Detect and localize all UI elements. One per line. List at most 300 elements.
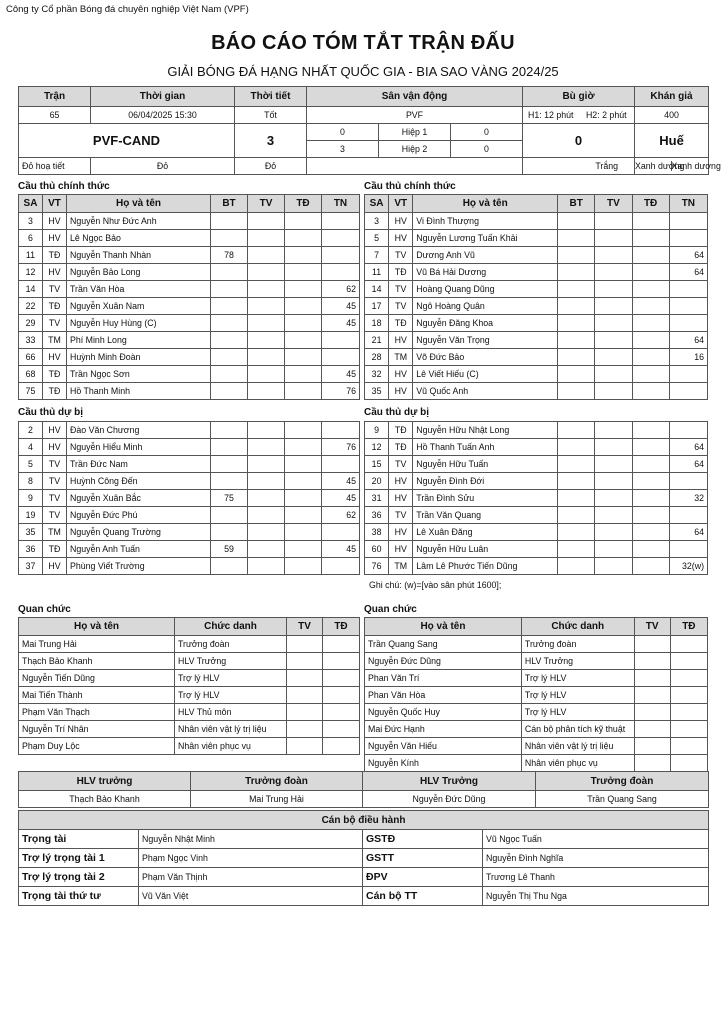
yellow-card	[287, 704, 323, 721]
person-name: Nguyễn Đình Nghĩa	[483, 849, 709, 868]
table-row	[365, 670, 708, 687]
yellow-card	[248, 422, 285, 439]
official-role: Trợ lý HLV	[521, 704, 634, 721]
goals	[558, 298, 595, 315]
goals	[558, 247, 595, 264]
shirt-number: 60	[365, 541, 389, 558]
red-card	[285, 315, 322, 332]
shirt-number: 31	[365, 490, 389, 507]
red-card	[632, 349, 669, 366]
role-label: Trợ lý trọng tài 2	[19, 868, 139, 887]
yellow-card	[248, 366, 285, 383]
table-row	[19, 383, 360, 400]
goals	[211, 213, 248, 230]
match-time: 06/04/2025 15:30	[91, 107, 235, 124]
column-header-tv: TV	[287, 618, 323, 636]
position: TĐ	[389, 422, 413, 439]
yellow-card	[248, 490, 285, 507]
red-card	[285, 490, 322, 507]
position: TV	[43, 315, 67, 332]
yellow-card	[595, 541, 632, 558]
yellow-card	[595, 558, 632, 575]
official-role: Nhân viên phục vụ	[521, 755, 634, 772]
shirt-number: 15	[365, 456, 389, 473]
leader-value-3: Nguyễn Đức Dũng	[363, 791, 536, 808]
table-row	[365, 721, 708, 738]
goals	[558, 439, 595, 456]
leader-value-1: Thạch Bảo Khanh	[19, 791, 191, 808]
table-row	[365, 366, 708, 383]
yellow-card	[595, 213, 632, 230]
red-card	[323, 687, 360, 704]
red-card	[632, 383, 669, 400]
yellow-card	[248, 558, 285, 575]
management-title: Cán bộ điều hành	[19, 811, 709, 830]
red-card	[670, 738, 707, 755]
goals	[558, 541, 595, 558]
table-row	[365, 541, 708, 558]
substitution: 62	[322, 281, 360, 298]
table-row	[19, 422, 360, 439]
position: TĐ	[43, 247, 67, 264]
player-name: Lâm Lê Phước Tiến Dũng	[413, 558, 558, 575]
table-row	[19, 332, 360, 349]
table-row	[19, 670, 360, 687]
red-card	[323, 704, 360, 721]
home-officials-label: Quan chức	[18, 604, 71, 615]
table-row	[365, 264, 708, 281]
substitution	[669, 473, 707, 490]
column-header-role: Chức danh	[521, 618, 634, 636]
goals	[558, 281, 595, 298]
player-name: Lê Ngọc Bảo	[67, 230, 211, 247]
red-card	[632, 281, 669, 298]
substitution	[322, 349, 360, 366]
official-name: Mai Đức Hạnh	[365, 721, 522, 738]
official-name: Nguyễn Văn Hiếu	[365, 738, 522, 755]
table-row	[365, 755, 708, 772]
shirt-number: 8	[19, 473, 43, 490]
page-subtitle: GIẢI BÓNG ĐÁ HẠNG NHẤT QUỐC GIA - BIA SAO VÀNG 2024/25	[167, 64, 559, 79]
leader-header-4: Trưởng đoàn	[536, 772, 709, 791]
red-card	[670, 755, 707, 772]
position: TV	[43, 490, 67, 507]
red-card	[285, 213, 322, 230]
substitution	[322, 230, 360, 247]
player-name: Lê Viết Hiếu (C)	[413, 366, 558, 383]
table-row	[19, 264, 360, 281]
goals	[558, 349, 595, 366]
shirt-number: 12	[19, 264, 43, 281]
substitution: 45	[322, 315, 360, 332]
leader-value-4: Trần Quang Sang	[536, 791, 709, 808]
table-row	[19, 721, 360, 738]
shirt-number: 37	[19, 558, 43, 575]
away-team-name: Huế	[635, 124, 709, 158]
player-name: Nguyễn Huy Hùng (C)	[67, 315, 211, 332]
yellow-card	[595, 247, 632, 264]
player-name: Dương Anh Vũ	[413, 247, 558, 264]
player-name: Trần Văn Hòa	[67, 281, 211, 298]
shirt-number: 66	[19, 349, 43, 366]
substitution: 32(w)	[669, 558, 707, 575]
person-name: Trương Lê Thanh	[483, 868, 709, 887]
red-card	[285, 247, 322, 264]
position: HV	[389, 213, 413, 230]
table-row	[365, 422, 708, 439]
red-card	[632, 541, 669, 558]
player-name: Võ Đức Bảo	[413, 349, 558, 366]
away-kit-1: Trắng	[523, 158, 635, 175]
shirt-number: 21	[365, 332, 389, 349]
position: HV	[389, 524, 413, 541]
table-row	[19, 473, 360, 490]
goals: 59	[211, 541, 248, 558]
red-card	[632, 332, 669, 349]
goals	[211, 473, 248, 490]
red-card	[323, 636, 360, 653]
table-row	[365, 349, 708, 366]
substitution	[322, 332, 360, 349]
yellow-card	[287, 653, 323, 670]
shirt-number: 3	[19, 213, 43, 230]
home-kit-3: Đỏ	[235, 158, 307, 175]
table-row	[365, 213, 708, 230]
red-card	[632, 366, 669, 383]
official-name: Mai Tiến Thành	[19, 687, 175, 704]
goals	[558, 473, 595, 490]
substitution	[669, 383, 707, 400]
person-name: Vũ Văn Việt	[139, 887, 363, 906]
yellow-card	[248, 264, 285, 281]
goals	[211, 524, 248, 541]
goals	[558, 213, 595, 230]
column-header-name: Họ và tên	[19, 618, 175, 636]
player-name: Nguyễn Hữu Nhật Long	[413, 422, 558, 439]
table-row	[19, 868, 709, 887]
red-card	[323, 738, 360, 755]
match-number: 65	[19, 107, 91, 124]
substitution: 45	[322, 490, 360, 507]
goals	[558, 383, 595, 400]
substitution	[669, 315, 707, 332]
shirt-number: 9	[365, 422, 389, 439]
table-row	[19, 830, 709, 849]
official-name: Phạm Duy Lộc	[19, 738, 175, 755]
position: HV	[43, 439, 67, 456]
official-role: Trưởng đoàn	[521, 636, 634, 653]
player-name: Lê Xuân Đăng	[413, 524, 558, 541]
red-card	[670, 704, 707, 721]
table-row	[365, 247, 708, 264]
table-row	[365, 524, 708, 541]
match-info-table	[18, 86, 721, 175]
added-time-h1: H1: 12 phút	[528, 110, 574, 120]
goals	[211, 366, 248, 383]
column-header-role: Chức danh	[175, 618, 287, 636]
table-row	[19, 247, 360, 264]
yellow-card	[595, 349, 632, 366]
shirt-number: 38	[365, 524, 389, 541]
substitution	[669, 213, 707, 230]
shirt-number: 33	[19, 332, 43, 349]
official-name: Nguyễn Kính	[365, 755, 522, 772]
goals	[211, 349, 248, 366]
official-name: Mai Trung Hải	[19, 636, 175, 653]
role-label: Trợ lý trọng tài 1	[19, 849, 139, 868]
official-role: Nhân viên phục vụ	[175, 738, 287, 755]
yellow-card	[595, 456, 632, 473]
position: TĐ	[389, 315, 413, 332]
shirt-number: 5	[19, 456, 43, 473]
away-starters-label: Cầu thủ chính thức	[364, 181, 456, 192]
yellow-card	[248, 247, 285, 264]
table-row	[19, 507, 360, 524]
person-name: Nguyễn Nhật Minh	[139, 830, 363, 849]
player-name: Phùng Viết Trường	[67, 558, 211, 575]
yellow-card	[248, 213, 285, 230]
position: TV	[43, 507, 67, 524]
yellow-card	[248, 473, 285, 490]
player-name: Nguyễn Bảo Long	[67, 264, 211, 281]
column-header-sa: SA	[365, 195, 389, 213]
red-card	[323, 721, 360, 738]
away-officials-label: Quan chức	[364, 604, 417, 615]
note: Ghi chú: (w)=[vào sân phút 1600];	[369, 580, 502, 590]
goals	[211, 264, 248, 281]
red-card	[632, 490, 669, 507]
shirt-number: 36	[19, 541, 43, 558]
goals	[211, 422, 248, 439]
substitution	[322, 456, 360, 473]
goals	[211, 507, 248, 524]
red-card	[670, 687, 707, 704]
yellow-card	[248, 507, 285, 524]
position: HV	[389, 383, 413, 400]
substitution: 64	[669, 264, 707, 281]
away-kit-3: Xanh dương	[671, 161, 721, 171]
substitution	[322, 264, 360, 281]
red-card	[670, 721, 707, 738]
table-row	[19, 524, 360, 541]
red-card	[632, 473, 669, 490]
goals	[558, 422, 595, 439]
role-label: ĐPV	[363, 868, 483, 887]
column-header-name: Họ và tên	[67, 195, 211, 213]
player-name: Nguyễn Quang Trường	[67, 524, 211, 541]
goals	[211, 315, 248, 332]
column-header-td: TĐ	[670, 618, 707, 636]
away-subs-label: Cầu thủ dự bị	[364, 407, 430, 418]
official-name: Nguyễn Tiến Dũng	[19, 670, 175, 687]
goals: 78	[211, 247, 248, 264]
position: TV	[43, 281, 67, 298]
substitution: 76	[322, 383, 360, 400]
red-card	[632, 507, 669, 524]
yellow-card	[248, 298, 285, 315]
column-header-td: TĐ	[323, 618, 360, 636]
table-row	[365, 298, 708, 315]
red-card	[285, 473, 322, 490]
position: TĐ	[43, 383, 67, 400]
yellow-card	[248, 439, 285, 456]
player-name: Vi Đình Thượng	[413, 213, 558, 230]
table-row	[365, 230, 708, 247]
substitution	[322, 558, 360, 575]
official-name: Nguyễn Đức Dũng	[365, 653, 522, 670]
red-card	[632, 456, 669, 473]
table-row	[19, 349, 360, 366]
goals	[558, 524, 595, 541]
yellow-card	[248, 456, 285, 473]
shirt-number: 35	[19, 524, 43, 541]
table-row	[365, 558, 708, 575]
official-name: Phan Văn Trí	[365, 670, 522, 687]
shirt-number: 22	[19, 298, 43, 315]
red-card	[285, 558, 322, 575]
table-row	[19, 653, 360, 670]
shirt-number: 20	[365, 473, 389, 490]
leader-header-3: HLV Trưởng	[363, 772, 536, 791]
goals	[558, 332, 595, 349]
substitution: 45	[322, 541, 360, 558]
position: HV	[43, 264, 67, 281]
red-card	[285, 456, 322, 473]
red-card	[632, 298, 669, 315]
goals	[211, 230, 248, 247]
yellow-card	[595, 230, 632, 247]
column-header-sa: SA	[19, 195, 43, 213]
column-header-tv: TV	[595, 195, 632, 213]
table-row	[365, 507, 708, 524]
home-starters-label: Cầu thủ chính thức	[18, 181, 110, 192]
table-row	[19, 687, 360, 704]
half1-home: 0	[307, 124, 379, 141]
red-card	[285, 349, 322, 366]
official-name: Trần Quang Sang	[365, 636, 522, 653]
position: HV	[43, 349, 67, 366]
yellow-card	[248, 524, 285, 541]
shirt-number: 5	[365, 230, 389, 247]
column-header-td: TĐ	[285, 195, 322, 213]
red-card	[632, 213, 669, 230]
table-row	[19, 439, 360, 456]
position: TV	[43, 473, 67, 490]
player-name: Nguyễn Xuân Bắc	[67, 490, 211, 507]
position: TĐ	[43, 541, 67, 558]
official-role: Trợ lý HLV	[175, 687, 287, 704]
player-name: Huỳnh Minh Đoàn	[67, 349, 211, 366]
position: TM	[389, 349, 413, 366]
substitution	[669, 298, 707, 315]
official-role: HLV Trưởng	[175, 653, 287, 670]
role-label: Trọng tài thứ tư	[19, 887, 139, 906]
player-name: Đào Văn Chương	[67, 422, 211, 439]
position: TV	[389, 456, 413, 473]
away-starters-table	[364, 194, 708, 400]
home-score: 3	[235, 124, 307, 158]
goals	[558, 490, 595, 507]
company-name: Công ty Cổ phần Bóng đá chuyên nghiệp Việt Nam (VPF)	[6, 4, 249, 15]
official-name: Phan Văn Hòa	[365, 687, 522, 704]
substitution	[669, 230, 707, 247]
shirt-number: 12	[365, 439, 389, 456]
position: HV	[43, 422, 67, 439]
player-name: Nguyễn Anh Tuấn	[67, 541, 211, 558]
official-role: Trợ lý HLV	[175, 670, 287, 687]
home-team-name: PVF-CAND	[19, 124, 235, 158]
leader-header-2: Trưởng đoàn	[191, 772, 363, 791]
yellow-card	[595, 524, 632, 541]
goals	[558, 558, 595, 575]
home-kit-2: Đỏ	[91, 158, 235, 175]
away-score: 0	[523, 124, 635, 158]
official-role: Trợ lý HLV	[521, 687, 634, 704]
shirt-number: 35	[365, 383, 389, 400]
column-header-bt: BT	[211, 195, 248, 213]
red-card	[285, 541, 322, 558]
table-row	[19, 315, 360, 332]
yellow-card	[248, 315, 285, 332]
red-card	[632, 247, 669, 264]
substitution	[669, 541, 707, 558]
goals	[211, 298, 248, 315]
red-card	[670, 636, 707, 653]
yellow-card	[634, 636, 670, 653]
home-starters-table	[18, 194, 360, 400]
player-name: Nguyễn Lương Tuấn Khải	[413, 230, 558, 247]
position: TM	[389, 558, 413, 575]
substitution: 45	[322, 298, 360, 315]
role-label: GSTĐ	[363, 830, 483, 849]
goals	[558, 264, 595, 281]
red-card	[285, 264, 322, 281]
goals	[211, 281, 248, 298]
red-card	[285, 383, 322, 400]
shirt-number: 68	[19, 366, 43, 383]
column-header-tv: TV	[248, 195, 285, 213]
shirt-number: 36	[365, 507, 389, 524]
yellow-card	[634, 670, 670, 687]
goals: 75	[211, 490, 248, 507]
yellow-card	[248, 230, 285, 247]
person-name: Nguyễn Thị Thu Nga	[483, 887, 709, 906]
substitution	[322, 213, 360, 230]
goals	[211, 383, 248, 400]
official-name: Nguyễn Trí Nhân	[19, 721, 175, 738]
official-name: Phạm Văn Thạch	[19, 704, 175, 721]
position: HV	[389, 332, 413, 349]
player-name: Nguyễn Hữu Tuấn	[413, 456, 558, 473]
substitution: 45	[322, 366, 360, 383]
person-name: Phạm Văn Thịnh	[139, 868, 363, 887]
table-row	[19, 738, 360, 755]
yellow-card	[595, 383, 632, 400]
player-name: Nguyễn Đình Đới	[413, 473, 558, 490]
column-header-tn: TN	[322, 195, 360, 213]
table-row	[365, 315, 708, 332]
table-row	[19, 213, 360, 230]
red-card	[632, 264, 669, 281]
half1-away: 0	[451, 124, 523, 141]
position: TV	[43, 456, 67, 473]
header-match: Trận	[19, 87, 91, 107]
shirt-number: 28	[365, 349, 389, 366]
header-time: Thời gian	[91, 87, 235, 107]
yellow-card	[248, 383, 285, 400]
red-card	[285, 524, 322, 541]
position: TV	[389, 298, 413, 315]
